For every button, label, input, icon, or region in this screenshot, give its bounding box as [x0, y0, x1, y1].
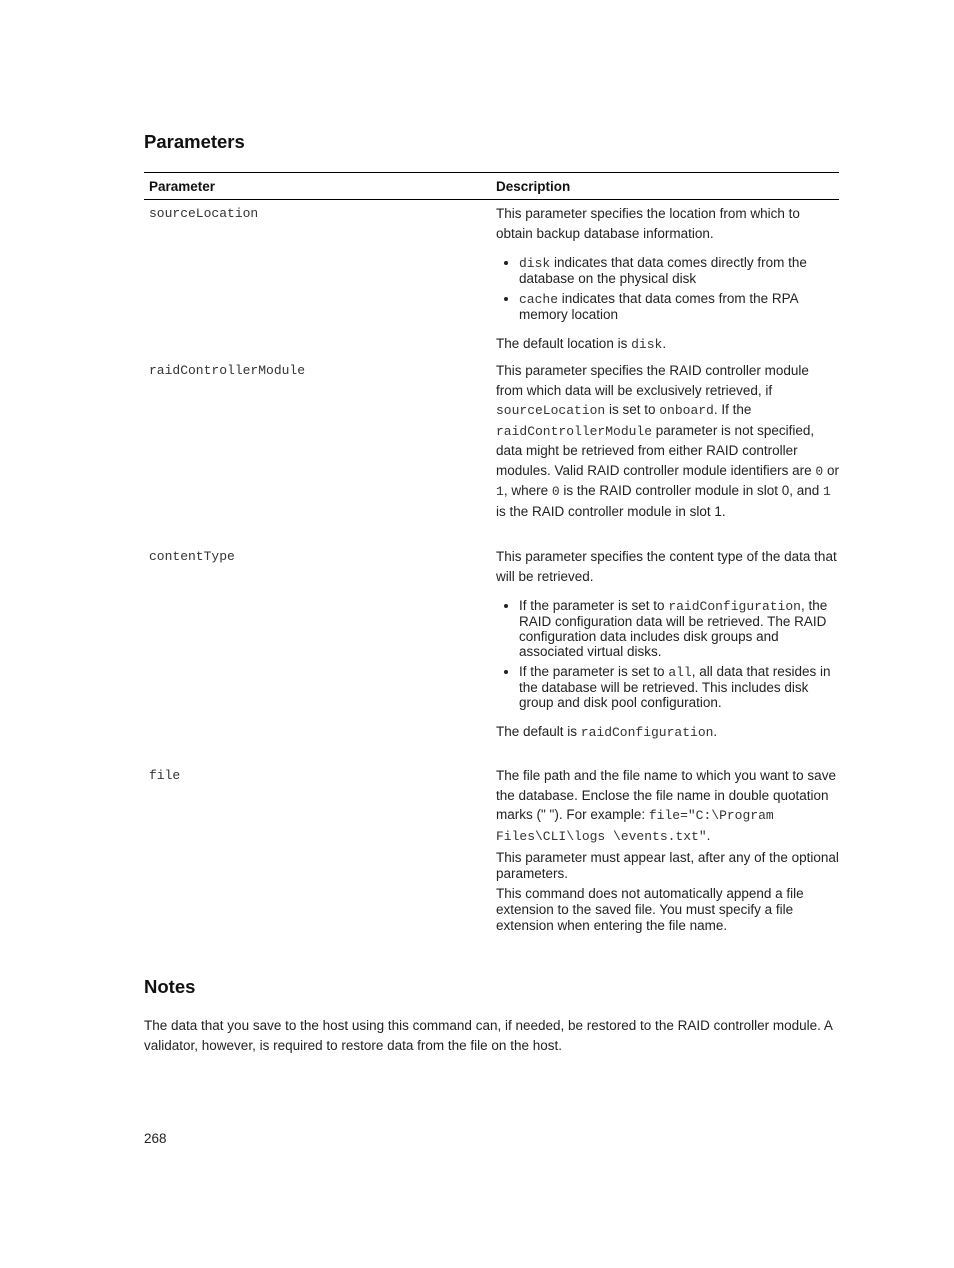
list-item: • cache indicates that data comes from the RPA memory location	[519, 291, 839, 322]
bullet-list	[496, 255, 839, 322]
table-row	[144, 361, 839, 547]
section-title-parameters: Parameters	[144, 131, 245, 152]
param-description	[491, 766, 839, 934]
table-row	[144, 204, 839, 361]
list-item: • If the parameter is set to all, all data that resides in the database will be retrieved. This includes disk group and disk pool configuration.	[519, 664, 839, 710]
param-description	[491, 361, 839, 547]
default-text: The default location is disk.	[496, 336, 667, 352]
default-text: The default is raidConfiguration.	[496, 724, 718, 740]
list-item: • If the parameter is set to raidConfiguration, the RAID configuration data will be retrieved. The RAID configuration data includes disk groups and associated virtual disks.	[519, 598, 839, 659]
param-name: sourceLocation	[149, 206, 259, 221]
table-row	[144, 547, 839, 766]
description-text: This parameter must appear last, after any of the optional parameters.	[496, 850, 839, 881]
notes-paragraph: The data that you save to the host using this command can, if needed, be restored to the RAID controller module. A validator, however, is required to restore data from the file on the host.	[144, 1018, 833, 1053]
param-name: contentType	[149, 549, 235, 564]
section-title-notes: Notes	[144, 976, 196, 997]
param-description	[491, 547, 839, 766]
table-header	[144, 173, 839, 200]
list-item: • disk indicates that data comes directly from the database on the physical disk	[519, 255, 839, 286]
header-parameter: Parameter	[149, 178, 216, 194]
page-number: 268	[144, 1131, 167, 1146]
description-text: The file path and the file name to which you want to save the database. Enclose the file name in double quotation marks (" "). For example: file="C:\Program Files\CLI\logs \events.txt".	[496, 768, 836, 844]
param-name: raidControllerModule	[149, 363, 306, 378]
table-row	[144, 766, 839, 934]
parameters-table	[144, 172, 839, 934]
description-text: This parameter specifies the location from which to obtain backup database information.	[496, 206, 800, 241]
param-description	[491, 204, 839, 361]
bullet-list	[496, 598, 839, 710]
param-name: file	[149, 768, 181, 783]
description-text: This parameter specifies the content type of the data that will be retrieved.	[496, 549, 837, 584]
description-text: This parameter specifies the RAID controller module from which data will be exclusively retrieved, if sourceLocation is set to onboard. If the raidControllerModule parameter is not specified, data might be retrieved from either RAID controller modules. Valid RAID controller module identifiers are 0 or 1, where 0 is the RAID controller module in slot 0, and 1 is the RAID controller module in slot 1.	[496, 363, 839, 519]
header-description: Description	[496, 178, 571, 194]
description-text: This command does not automatically append a file extension to the saved file. You must specify a file extension when entering the file name.	[496, 886, 804, 933]
